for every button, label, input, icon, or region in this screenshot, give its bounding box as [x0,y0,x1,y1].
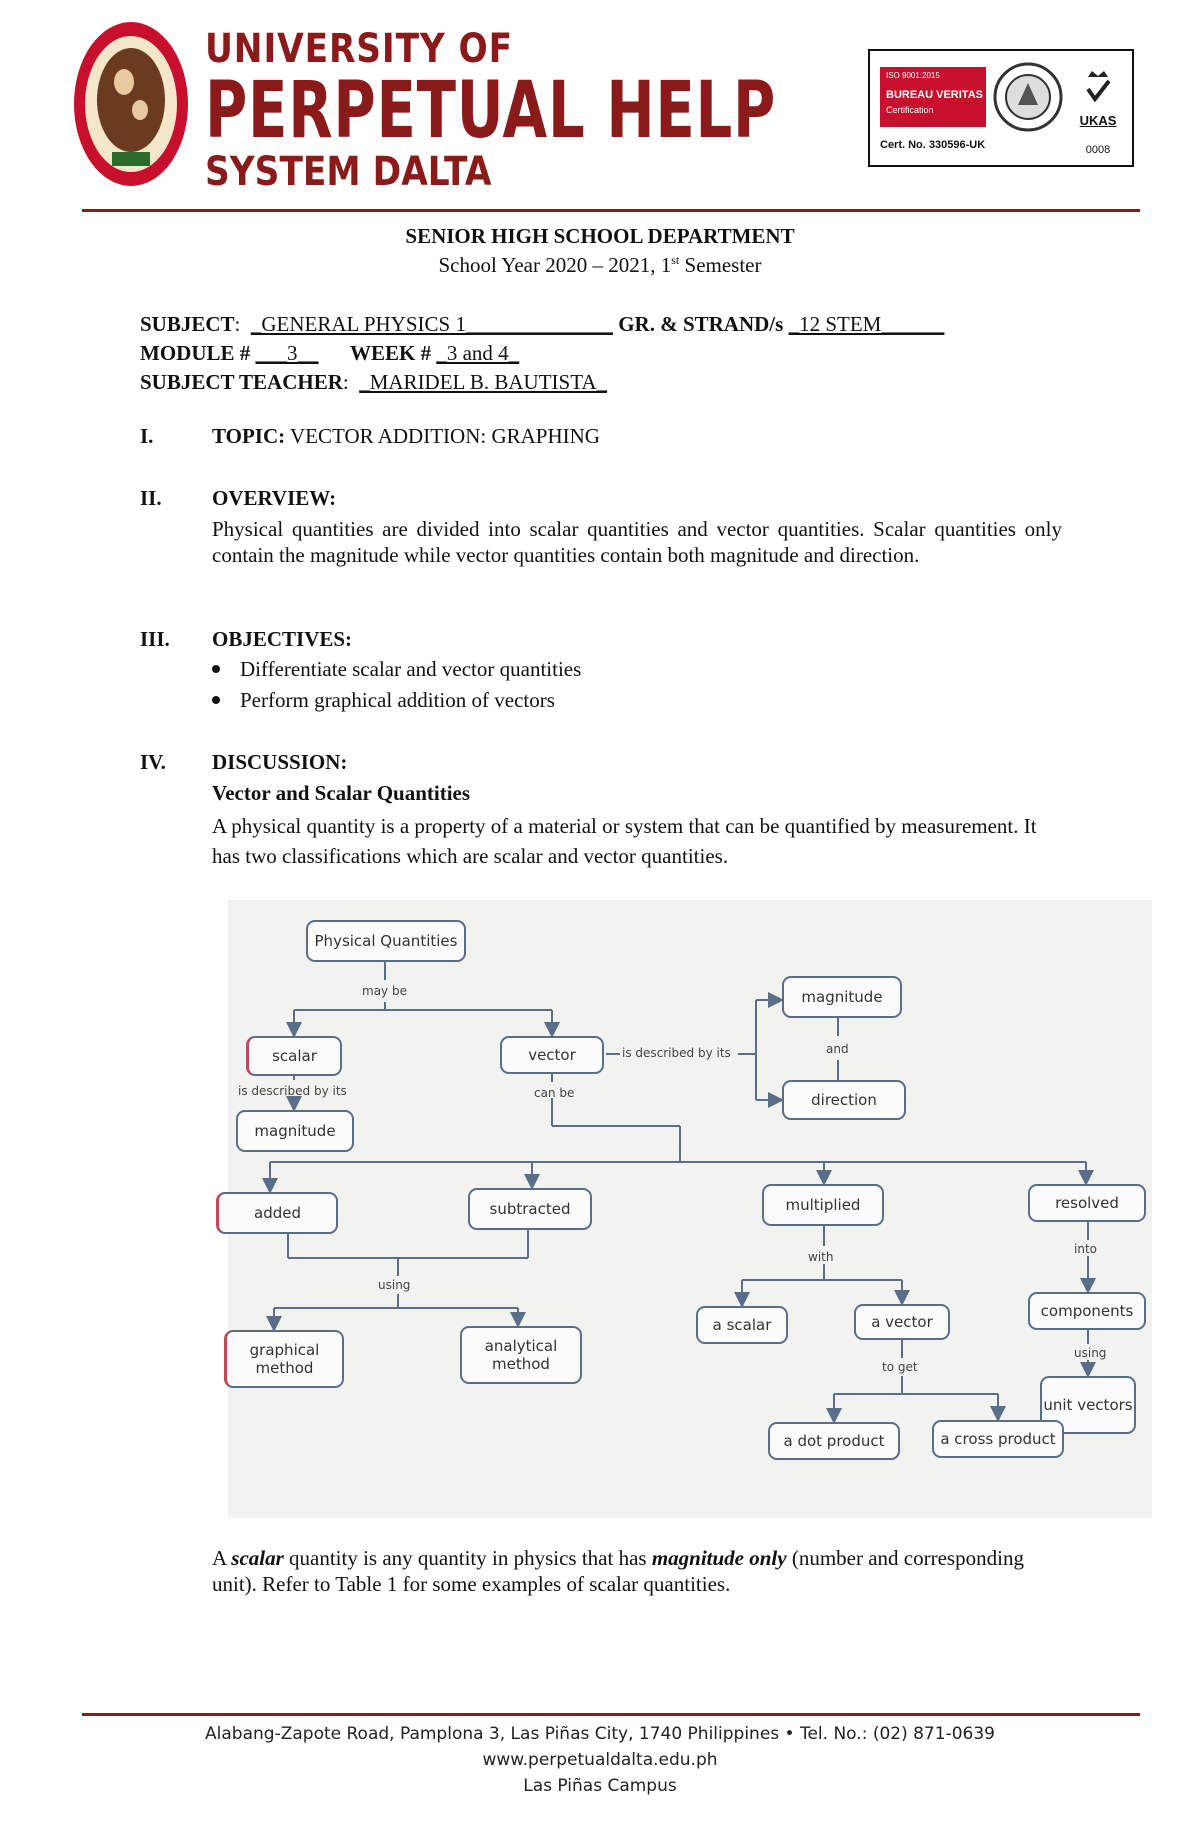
discussion-paragraph: A physical quantity is a property of a material or system that can be quantified by measurement. It has two classifications which are scalar and vector quantities. [212,814,1037,868]
objective-text: Differentiate scalar and vector quantities [240,657,582,681]
bureau-veritas-seal-icon [992,61,1064,133]
label-with: with [808,1250,834,1264]
cert-number: Cert. No. 330596-UK [880,139,986,151]
footer-campus: Las Piñas Campus [523,1776,677,1796]
overview-heading: OVERVIEW: [212,486,337,510]
header-divider [82,209,1140,212]
magnitude-only-term: magnitude only [651,1546,787,1570]
objectives-number: III. [140,627,170,651]
bureau-veritas-label [880,67,986,127]
teacher-value: _MARIDEL B. BAUTISTA_ [359,370,608,394]
node-a-vector: a vector [854,1304,950,1340]
node-magnitude-left: magnitude [236,1110,354,1152]
ukas-label: UKAS [1079,113,1117,128]
objective-item [212,688,555,713]
topic-line [212,424,600,449]
ordinal-suffix: st [671,253,680,267]
node-resolved: resolved [1028,1184,1146,1222]
node-cross-product: a cross product [932,1420,1064,1458]
brand-line-2: PERPETUAL HELP [205,66,777,156]
topic-value: VECTOR ADDITION: GRAPHING [290,424,600,448]
module-value: ___3__ [255,341,319,365]
node-vector: vector [500,1036,604,1074]
node-magnitude-top: magnitude [782,976,902,1018]
objectives-heading: OBJECTIVES: [212,627,353,651]
bullet-icon [212,696,220,704]
objective-text: Perform graphical addition of vectors [240,688,555,712]
subject-row: SUBJECT: _GENERAL PHYSICS 1______________ GR. & STRAND/s _12 STEM______ [140,312,945,336]
brand-line-3: SYSTEM DALTA [205,149,492,195]
semester-text: Semester [679,253,762,277]
footer-divider [82,1713,1140,1716]
crown-check-icon [1084,67,1112,107]
node-added: added [216,1192,338,1234]
module-label: MODULE # [140,341,251,365]
label-scalar-described: is described by its [238,1084,347,1098]
node-components: components [1028,1292,1146,1330]
label-using: using [378,1278,411,1292]
node-graphical-method: graphical method [224,1330,344,1388]
topic-label: TOPIC: [212,424,286,448]
topic-number: I. [140,424,154,448]
ukas-number: 0008 [1085,144,1111,156]
footer-address: Alabang-Zapote Road, Pamplona 3, Las Piñas City, 1740 Philippines • Tel. No.: (02) 871-0639 [205,1724,995,1744]
label-to-get: to get [882,1360,918,1374]
discussion-heading: DISCUSSION: [212,750,348,774]
subject-value: _GENERAL PHYSICS 1______________ [250,312,613,336]
teacher-row: SUBJECT TEACHER: _MARIDEL B. BAUTISTA_ [140,370,608,394]
university-seal-logo [72,20,190,188]
bullet-icon [212,665,220,673]
node-a-scalar: a scalar [696,1306,788,1344]
scalar-definition-paragraph [212,1545,1062,1597]
node-subtracted: subtracted [468,1188,592,1230]
overview-number: II. [140,486,162,510]
discussion-subheading: Vector and Scalar Quantities [212,781,471,805]
node-dot-product: a dot product [768,1422,900,1460]
label-can-be: can be [534,1086,575,1100]
node-unit-vectors: unit vectors [1040,1376,1136,1434]
strand-value: _12 STEM______ [788,312,945,336]
concept-map-diagram [228,900,1152,1518]
node-analytical-method: analytical method [460,1326,582,1384]
label-described-by: is described by its [622,1046,731,1060]
university-name [205,26,977,194]
label-and: and [826,1042,849,1056]
node-multiplied: multiplied [762,1184,884,1226]
teacher-label: SUBJECT TEACHER [140,370,343,394]
ukas-mark [1070,67,1126,163]
discussion-number: IV. [140,750,166,774]
scalar-term: scalar [231,1546,284,1570]
school-year-text: School Year 2020 – 2021, 1 [438,253,672,277]
label-may-be: may be [362,984,407,998]
overview-paragraph: Physical quantities are divided into scalar quantities and vector quantities. Scalar quantities only contain the magnitude while vector quantities contain both magnitude and direction. [212,517,1062,567]
subject-label: SUBJECT [140,312,235,336]
node-physical-quantities: Physical Quantities [306,920,466,962]
iso-label: ISO 9001:2015 [886,71,940,80]
node-scalar: scalar [246,1036,342,1076]
node-direction: direction [782,1080,906,1120]
footer-website[interactable]: www.perpetualdalta.edu.ph [482,1750,718,1770]
objective-item [212,657,581,682]
week-label: WEEK # [350,341,432,365]
label-into: into [1074,1242,1097,1256]
brand-line-1: UNIVERSITY OF [205,26,513,72]
department-title: SENIOR HIGH SCHOOL DEPARTMENT [405,224,795,248]
module-row [140,341,519,366]
closing-text-3: (number and corresponding unit). Refer to Table 1 for some examples of scalar quantities. [212,1546,1024,1596]
certification-label: Certification [886,105,934,115]
week-value: _3 and 4_ [436,341,520,365]
closing-text-1: A [212,1546,232,1570]
closing-text-2: quantity is any quantity in physics that has [283,1546,652,1570]
school-year [0,253,1200,278]
strand-label: GR. & STRAND/s [618,312,784,336]
label-using-2: using [1074,1346,1107,1360]
certification-badge [868,49,1134,167]
bureau-label: BUREAU VERITAS [886,89,983,101]
